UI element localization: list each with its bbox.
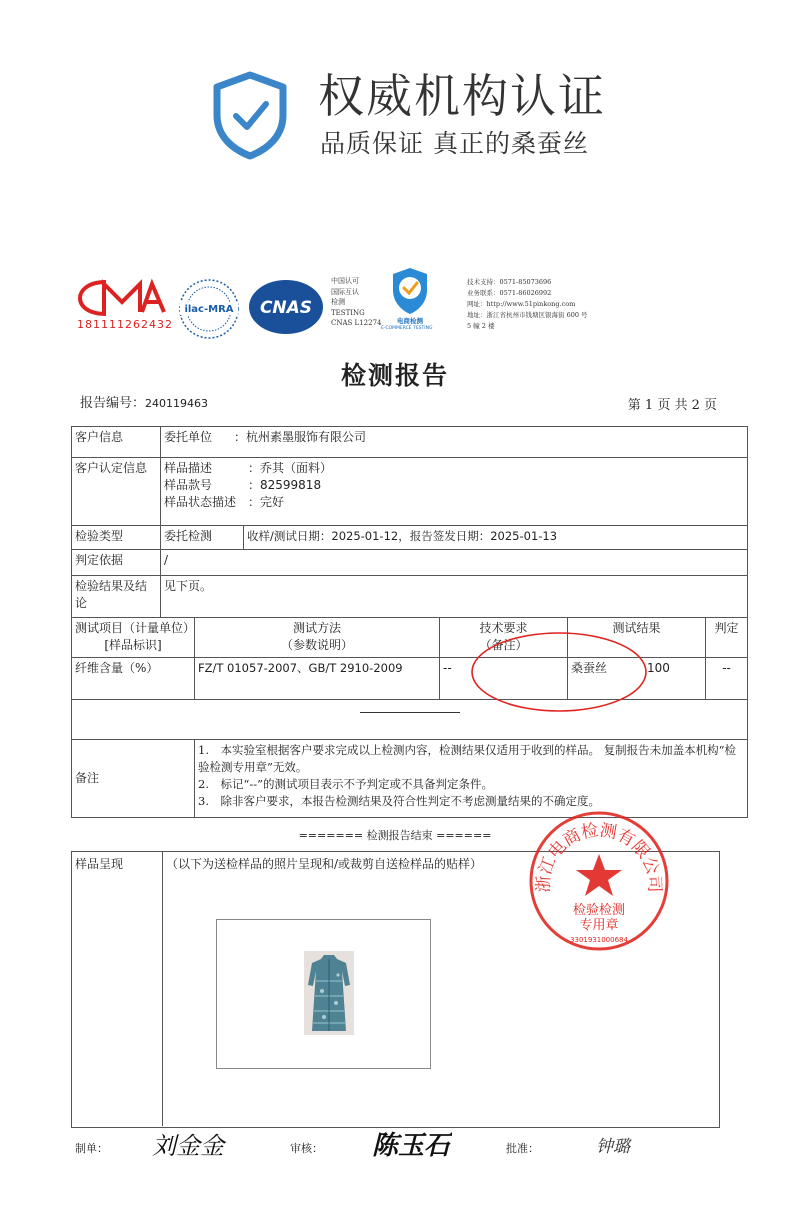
cma-number: 181111262432 [77, 318, 173, 331]
seal-inner-text-2: 专用章 [579, 918, 619, 933]
row-item: 纤维含量（%） [72, 658, 195, 700]
inspection-type-value: 委托检测 [161, 526, 244, 550]
report-dates: 收样/测试日期：2025-01-12，报告签发日期：2025-01-13 [244, 526, 748, 550]
svg-text:陈玉石: 陈玉石 [372, 1131, 451, 1161]
col-header-judgement: 判定 [706, 618, 748, 658]
result-highlight-circle [470, 630, 650, 714]
client-row: 委托单位 ：杭州素墨服饰有限公司 [161, 427, 748, 458]
ecommerce-label: 电商检测 [397, 317, 423, 325]
customer-info-label: 客户信息 [72, 427, 161, 458]
col-header-result: 测试结果 [568, 618, 706, 658]
reviewed-signature [370, 1126, 452, 1166]
row-method: FZ/T 01057-2007、GB/T 2910-2009 [195, 658, 440, 700]
svg-text:ilac-MRA: ilac-MRA [184, 304, 234, 315]
result-value: 见下页。 [161, 576, 748, 618]
inspection-type-label: 检验类型 [72, 526, 161, 550]
seal-ring-text: 浙江电商检测有限公司 [533, 820, 665, 893]
remarks-label: 备注 [72, 740, 195, 818]
page-info: 第 1 页 共 2 页 [627, 398, 717, 413]
approved-signature [594, 1132, 660, 1162]
prepared-label: 制单： [75, 1142, 108, 1155]
svg-text:钟璐: 钟璐 [596, 1137, 630, 1157]
approved-label: 批准： [506, 1142, 539, 1155]
basis-label: 判定依据 [72, 550, 161, 576]
ecommerce-testing-logo [390, 266, 430, 316]
contact-info: 技术支持：0571-85073696 业务联系：0571-86026992 网址：http://www.51pinkong.com 地址：浙江省杭州市钱塘区银海街 600 号 5 幢 2 楼 [467, 278, 588, 330]
report-number: 报告编号：240119463 [80, 396, 209, 411]
col-header-method: 测试方法 （参数说明） [195, 618, 440, 658]
basis-value: / [161, 550, 748, 576]
sample-divider [162, 851, 163, 1126]
report-end: ======= 检测报告结束 ====== [298, 829, 492, 842]
svg-text:刘金金: 刘金金 [152, 1132, 224, 1160]
row-requirement: -- [440, 658, 568, 700]
ecommerce-sub: E-COMMERCE TESTING [381, 326, 433, 331]
prepared-signature [150, 1128, 232, 1166]
row-judgement: -- [706, 658, 748, 700]
banner-subtitle: 品质保证 真正的桑蚕丝 [320, 129, 589, 158]
sample-info: 样品描述 ：乔其（面料） 样品款号 ：82599818 样品状态描述 ：完好 [161, 458, 748, 526]
shield-check-icon [210, 70, 290, 160]
seal-inner-text-1: 检验检测 [572, 903, 626, 918]
col-header-requirement: 技术要求 （备注） [440, 618, 568, 658]
row-result: 桑蚕丝 100 [568, 658, 706, 700]
result-label: 检验结果及结论 [72, 576, 161, 618]
sample-note: （以下为送检样品的照片呈现和/或裁剪自送检样品的贴样） [166, 857, 483, 871]
cnas-info: 中国认可 国际互认 检测 TESTING CNAS L12274 [331, 277, 382, 327]
remarks: 1. 本实验室根据客户要求完成以上检测内容，检测结果仅适用于收到的样品。 复制报告未加盖本机构“检验检测专用章”无效。 2. 标记“--”的测试项目表示不予判定或不具备判定条件。 3. 除非客户要求，本报告检测结果及符合性判定不考虑测量结果的不确定度。 [195, 740, 748, 818]
col-header-item: 测试项目（计量单位） [样品标识] [72, 618, 195, 658]
cma-logo [76, 278, 168, 318]
sample-label: 样品呈现 [75, 857, 124, 871]
banner-title: 权威机构认证 [318, 69, 606, 123]
official-seal [528, 810, 670, 952]
report-table [71, 426, 748, 818]
customer-confirmed-label: 客户认定信息 [72, 458, 161, 526]
dress-photo [304, 951, 354, 1035]
report-title: 检测报告 [340, 361, 449, 390]
reviewed-label: 审核： [290, 1142, 323, 1155]
ilac-mra-logo [178, 278, 240, 340]
svg-text:CNAS: CNAS [259, 298, 313, 318]
seal-number: 3301931000684 [570, 936, 628, 944]
cnas-logo [247, 278, 325, 336]
